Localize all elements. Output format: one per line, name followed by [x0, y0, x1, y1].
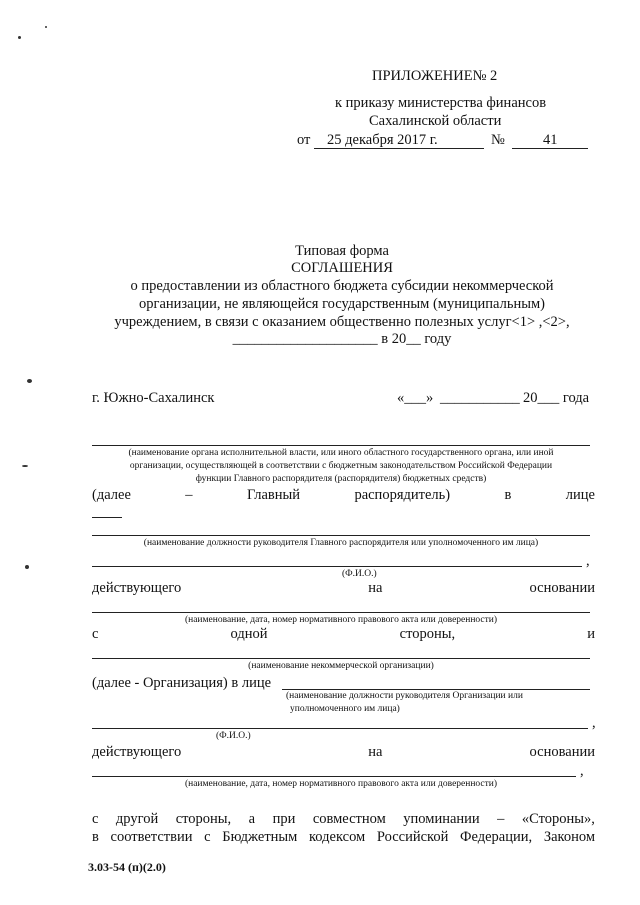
- date-year-blank: 20___ года: [523, 390, 590, 406]
- comma: ,: [580, 763, 584, 779]
- date-underline: [314, 148, 484, 149]
- basis-hint-1: (наименование, дата, номер нормативного правового акта или доверенности): [184, 615, 498, 625]
- word: при: [272, 811, 296, 827]
- appendix-date: 25 декабря 2017 г.: [327, 132, 438, 148]
- date-day-blank: «___»: [397, 390, 434, 406]
- document-title: СОГЛАШЕНИЯ: [291, 260, 393, 276]
- word: распорядитель): [354, 487, 451, 503]
- scan-speck: [27, 379, 32, 383]
- word: и: [587, 626, 595, 642]
- word: другой: [115, 811, 159, 827]
- word: –: [497, 811, 505, 827]
- word: а: [248, 811, 256, 827]
- appendix-title: ПРИЛОЖЕНИЕ№ 2: [372, 68, 498, 84]
- word: с: [92, 626, 99, 642]
- scan-speck: [18, 36, 21, 39]
- word: действующего: [92, 580, 182, 596]
- org-fio-hint: (Ф.И.О.): [216, 731, 251, 741]
- organ-name-line: [92, 445, 590, 446]
- word: соответствии: [110, 829, 193, 845]
- form-type: Типовая форма: [295, 243, 389, 259]
- appendix-region-line: Сахалинской области: [369, 113, 502, 129]
- title-line-3: о предоставлении из областного бюджета субсидии некоммерческой: [130, 278, 554, 294]
- word: Российской: [376, 829, 449, 845]
- appendix-number: 41: [543, 132, 558, 148]
- scan-speck: [22, 465, 28, 467]
- title-line-5: учреждением, в связи с оказанием общественно полезных услуг<1> ,<2>,: [114, 314, 570, 330]
- fio-line: [92, 566, 582, 567]
- date-month-blank: ___________: [440, 390, 520, 406]
- word: стороны,: [175, 811, 232, 827]
- word: с: [92, 811, 99, 827]
- scan-speck: [25, 565, 29, 569]
- word: «Стороны»,: [521, 811, 595, 827]
- word: совместном: [312, 811, 386, 827]
- word: одной: [230, 626, 268, 642]
- paragraph-line-2: [92, 829, 595, 846]
- nko-line: [92, 658, 590, 659]
- org-position-hint-1: (наименование должности руководителя Организации или: [286, 691, 523, 701]
- basis-line-1: [92, 612, 590, 613]
- appendix-from-label: от: [297, 132, 311, 148]
- word: лице: [565, 487, 595, 503]
- word: кодексом: [309, 829, 366, 845]
- word: в: [504, 487, 512, 503]
- scan-speck: [45, 26, 47, 28]
- word: Федерации,: [460, 829, 533, 845]
- title-line-4: организации, не являющейся государственным (муниципальным): [139, 296, 545, 312]
- word: в: [92, 829, 99, 845]
- position-line: [92, 535, 590, 536]
- appendix-number-label: №: [491, 132, 505, 148]
- acting-line-2: [92, 744, 595, 761]
- word: основании: [529, 744, 595, 760]
- title-line-6: ____________________ в 20__ году: [232, 331, 452, 347]
- comma: ,: [586, 553, 590, 569]
- city: г. Южно-Сахалинск: [92, 390, 215, 406]
- word: с: [204, 829, 211, 845]
- nko-hint: (наименование некоммерческой организации): [248, 661, 434, 671]
- form-code: 3.03-54 (п)(2.0): [88, 860, 166, 874]
- organ-hint-3: функции Главного распорядителя (распорядителя) бюджетных средств): [195, 474, 487, 484]
- word: на: [368, 580, 383, 596]
- word: –: [185, 487, 193, 503]
- word: действующего: [92, 744, 182, 760]
- basis-line-2: [92, 776, 576, 777]
- word: стороны,: [399, 626, 456, 642]
- word: на: [368, 744, 383, 760]
- word: (далее: [92, 487, 131, 503]
- dalee-org: (далее - Организация) в лице: [92, 675, 272, 691]
- short-line: [92, 517, 122, 518]
- dalee-line: [92, 487, 595, 504]
- organ-hint-1: (наименование органа исполнительной власти, или иного областного государственного органа, или иной: [128, 448, 554, 458]
- fio-hint: (Ф.И.О.): [342, 569, 377, 579]
- appendix-order-line: к приказу министерства финансов: [335, 95, 547, 111]
- org-position-hint-2: уполномоченного им лица): [290, 704, 400, 714]
- organ-hint-2: организации, осуществляющей в соответствии с бюджетным законодательством Российской Федерации: [129, 461, 553, 471]
- org-fio-line: [92, 728, 588, 729]
- org-position-line: [282, 689, 590, 690]
- word: упоминании: [403, 811, 480, 827]
- position-hint: (наименование должности руководителя Главного распорядителя или уполномоченного им лица): [143, 538, 539, 548]
- word: основании: [529, 580, 595, 596]
- basis-hint-2: (наименование, дата, номер нормативного правового акта или доверенности): [184, 779, 498, 789]
- number-underline: [512, 148, 588, 149]
- word: Бюджетным: [222, 829, 298, 845]
- comma: ,: [592, 715, 596, 731]
- word: Законом: [543, 829, 595, 845]
- acting-line-1: [92, 580, 595, 597]
- paragraph-line-1: [92, 811, 595, 828]
- word: Главный: [246, 487, 301, 503]
- one-side-line: [92, 626, 595, 643]
